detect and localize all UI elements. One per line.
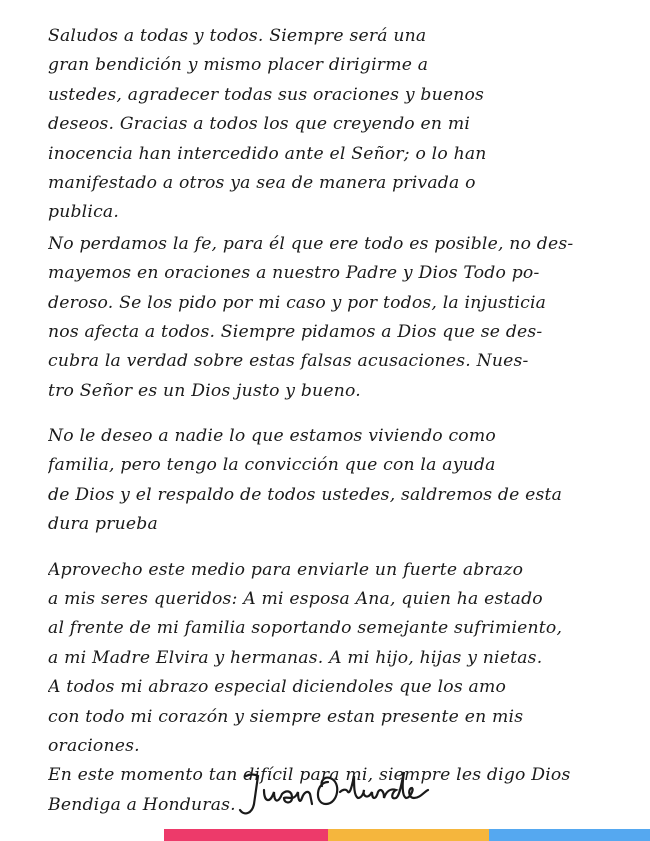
letter-line: a mis seres queridos: A mi esposa Ana, quien ha estado (48, 589, 543, 610)
letter-line: al frente de mi familia soportando semejante sufrimiento, (48, 618, 563, 639)
letter-line: A todos mi abrazo especial diciendoles que los amo (48, 677, 506, 698)
letter-line: a mi Madre Elvira y hermanas. A mi hijo, hijas y nietas. (48, 647, 543, 668)
letter-line: publica. (48, 202, 120, 223)
letter-line: deroso. Se los pido por mi caso y por todos, la injusticia (48, 292, 547, 313)
letter-line: de Dios y el respaldo de todos ustedes, saldremos de esta (48, 484, 563, 505)
letter-line: familia, pero tengo la convicción que con la ayuda (48, 455, 496, 476)
letter-line: con todo mi corazón y siempre estan presente en mis (48, 706, 524, 727)
letter-line: Bendiga a Honduras. (48, 794, 236, 815)
letter-line: tro Señor es un Dios justo y bueno. (48, 380, 361, 401)
letter-line: ustedes, agradecer todas sus oraciones y buenos (48, 84, 485, 105)
letter-line: dura prueba (48, 514, 158, 535)
paragraph-gap (48, 406, 623, 422)
letter-line: No perdamos la fe, para él que ere todo es posible, no des- (48, 233, 574, 254)
letter-line: En este momento tan difícil para mi, siempre les digo Dios (48, 765, 571, 786)
letter-line: cubra la verdad sobre estas falsas acusaciones. Nues- (48, 351, 529, 372)
letter-line: gran bendición y mismo placer dirigirme a (48, 55, 429, 76)
letter-line: oraciones. (48, 735, 140, 756)
letter-line: deseos. Gracias a todos los que creyendo en mi (48, 114, 471, 135)
letter-line: No le deseo a nadie lo que estamos viviendo como (48, 426, 496, 447)
footer-stripe-yellow (328, 829, 489, 841)
letter-line: manifestado a otros ya sea de manera privada o (48, 172, 476, 193)
letter-paragraph (48, 22, 623, 228)
letter-line: Saludos a todas y todos. Siempre será una (48, 26, 427, 46)
footer-stripe-blue (489, 829, 650, 841)
letter-paragraph (48, 230, 623, 406)
letter-line: Aprovecho este medio para enviarle un fuerte abrazo (48, 559, 524, 580)
letter-line: mayemos en oraciones a nuestro Padre y Dios Todo po- (48, 263, 540, 284)
signature-drawing (236, 762, 436, 822)
letter-line: inocencia han intercedido ante el Señor; o lo han (48, 143, 487, 164)
footer-stripe-pink (164, 829, 328, 841)
paragraph-gap (48, 540, 623, 556)
letter-line: nos afecta a todos. Siempre pidamos a Dios que se des- (48, 321, 543, 342)
letter-paragraph (48, 422, 623, 540)
signature (236, 762, 436, 822)
handwritten-letter (48, 22, 623, 820)
